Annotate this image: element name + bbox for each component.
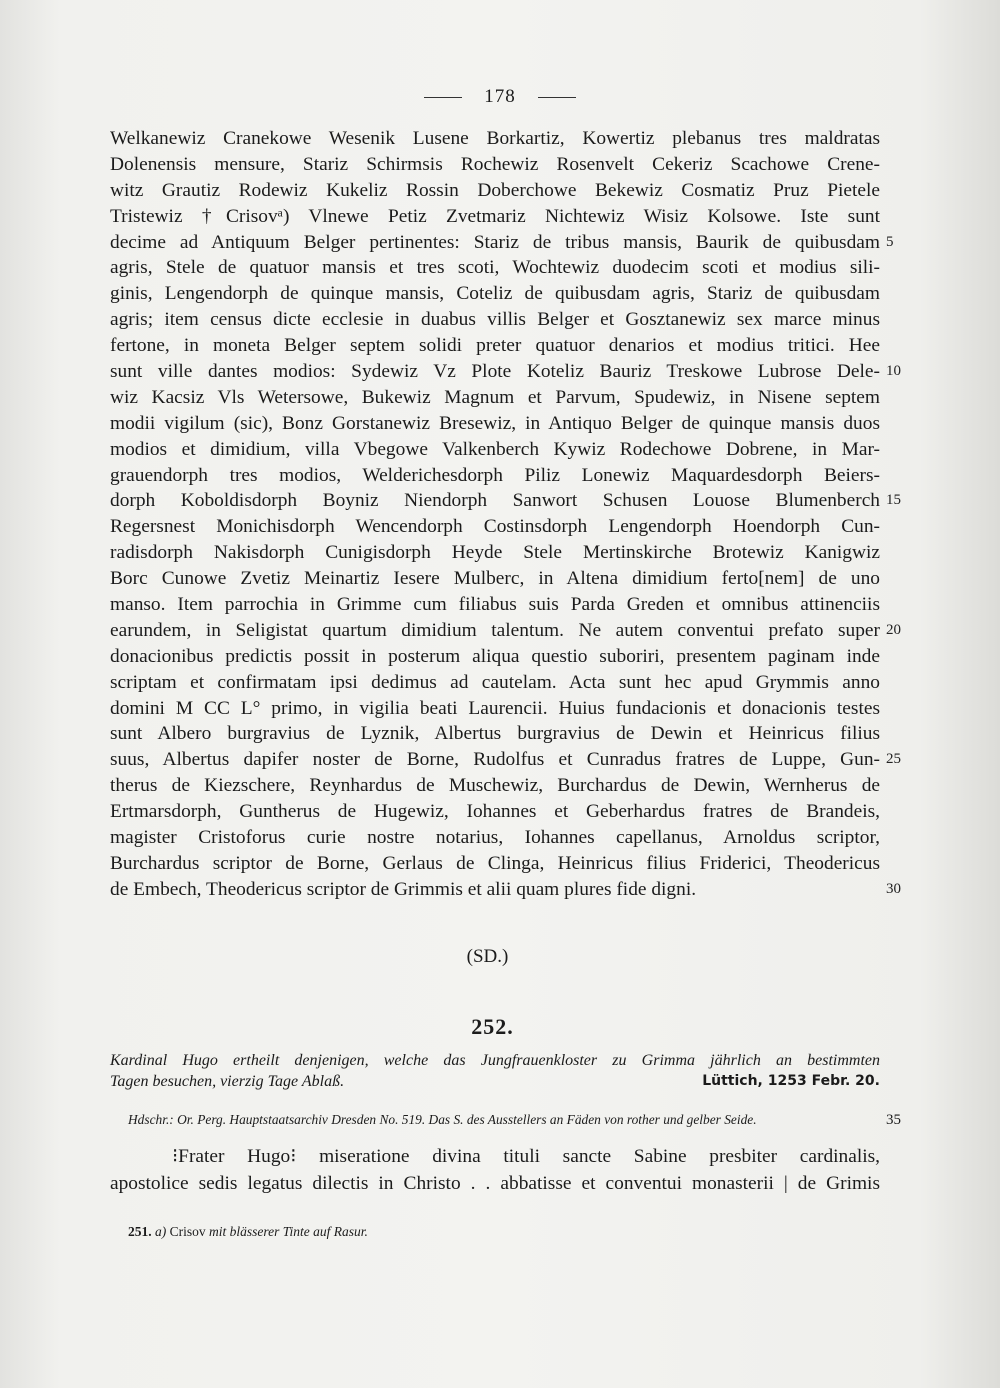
text-line-content: agris; item census dicte ecclesie in duabus villis Belger et Gosztanewiz sex marce minus (110, 309, 880, 331)
text-line (110, 825, 880, 851)
regest-line-1: Kardinal Hugo ertheilt denjenigen, welche das Jungfrauenkloster zu Grimma jährlich an bestimmten (110, 1052, 880, 1069)
text-line-content: manso. Item parrochia in Grimme cum filiabus suis Parda Greden et omnibus attinenciis (110, 594, 880, 616)
text-line-content: sunt ville dantes modios: Sydewiz Vz Plote Koteliz Bauriz Treskowe Lubrose Dele- (110, 361, 880, 383)
text-line (110, 540, 880, 566)
text-line (110, 281, 880, 307)
line-number: 20 (886, 621, 901, 638)
text-line (110, 851, 880, 877)
text-line (110, 644, 880, 670)
text-line (110, 333, 880, 359)
regest-line-2-text: Tagen besuchen, vierzig Tage Ablaß. (110, 1073, 345, 1090)
text-line-content: grauendorph tres modios, Welderichesdorph Piliz Lonewiz Maquardesdorph Beiers- (110, 464, 880, 486)
text-line (110, 411, 880, 437)
line-number: 15 (886, 492, 901, 509)
source-line-number: 35 (886, 1112, 901, 1128)
footnote (128, 1224, 368, 1240)
text-line-content: earundem, in Seligistat quartum dimidium talentum. Ne autem conventui prefato super (110, 619, 880, 641)
text-line (110, 204, 880, 230)
text-line-content: scriptam et confirmatam ipsi dedimus ad cautelam. Acta sunt hec apud Grymmis anno (110, 671, 880, 693)
text-line (110, 696, 880, 722)
page-header (0, 86, 1000, 108)
text-line-content: Dolenensis mensure, Stariz Schirmsis Rochewiz Rosenvelt Cekeriz Scachowe Crene- (110, 153, 880, 175)
text-line-content: therus de Kiezschere, Reynhardus de Muschewiz, Burchardus de Dewin, Wernherus de (110, 775, 880, 797)
text-line (110, 488, 901, 514)
text-line-content: Burchardus scriptor de Borne, Gerlaus de Clinga, Heinricus filius Friderici, Theodericus (110, 852, 880, 874)
line-number: 5 (886, 233, 894, 250)
source-text: Or. Perg. Hauptstaatsarchiv Dresden No. 519. Das S. des Ausstellers an Fäden von rother und gelber Seide. (177, 1112, 757, 1127)
text-line (110, 359, 901, 385)
text-line-content: radisdorph Nakisdorph Cunigisdorph Heyde Stele Mertinskirche Brotewiz Kanigwiz (110, 542, 880, 564)
text-line (110, 747, 901, 773)
text-line (110, 566, 880, 592)
text-line-content: modii vigilum (sic), Bonz Gorstanewiz Bresewiz, in Antiquo Belger de quinque mansis duos (110, 412, 880, 434)
place-date: Lüttich, 1253 Febr. 20. (702, 1073, 880, 1089)
text-line-content: dorph Koboldisdorph Boyniz Niendorph Sanwort Schusen Louose Blumenberch (110, 490, 880, 512)
footnote-note: mit blässerer Tinte auf Rasur. (209, 1224, 368, 1239)
regest-line-2 (110, 1071, 880, 1092)
footnote-marker: a) (155, 1224, 167, 1239)
page-number: 178 (484, 86, 516, 107)
text-line-content: sunt Albero burgravius de Lyznik, Albertus burgravius de Dewin et Heinricus filius (110, 723, 880, 745)
text-line (110, 514, 880, 540)
text-line-content: decime ad Antiquum Belger pertinentes: Stariz de tribus mansis, Baurik de quibusdam (110, 231, 880, 253)
text-line-content: modios et dimidium, villa Vbegowe Valkenberch Kywiz Rodechowe Dobrene, in Mar- (110, 438, 880, 460)
text-line-content: Welkanewiz Cranekowe Wesenik Lusene Borkartiz, Kowertiz plebanus tres maldratas (110, 128, 880, 149)
text-line (110, 618, 901, 644)
seal-note: (SD.) (466, 946, 509, 967)
line-number: 10 (886, 363, 901, 380)
text-line (110, 773, 880, 799)
source-label: Hdschr.: (128, 1112, 174, 1127)
source-note (128, 1112, 880, 1128)
text-line (110, 799, 880, 825)
document-text-line-1: ⁝Frater Hugo⁝ miseratione divina tituli sancte Sabine presbiter cardinalis, (172, 1146, 880, 1167)
document-text (110, 1143, 880, 1197)
text-line (110, 670, 880, 696)
main-text (110, 126, 901, 903)
text-line (110, 463, 880, 489)
regest (110, 1050, 880, 1092)
text-line (110, 255, 880, 281)
header-rule-left (424, 97, 462, 98)
text-line-content: Tristewiz †Crisovᵃ) Vlnewe Petiz Zvetmariz Nichtewiz Wisiz Kolsowe. Iste sunt (110, 205, 880, 227)
text-line (110, 307, 880, 333)
text-line-content: domini M CC L° primo, in vigilia beati Laurencii. Huius fundacionis et donacionis testes (110, 697, 880, 719)
text-line (110, 385, 880, 411)
text-line (110, 592, 880, 618)
text-line-content: ginis, Lengendorph de quinque mansis, Coteliz de quibusdam agris, Stariz de quibusdam (110, 283, 880, 305)
text-line-content: agris, Stele de quatuor mansis et tres scoti, Wochtewiz duodecim scoti et modius sili- (110, 257, 880, 279)
text-line-content: fertone, in moneta Belger septem solidi preter quatuor denarios et modius tritici. Hee (110, 335, 880, 357)
text-line (110, 721, 880, 747)
line-number: 30 (886, 880, 901, 897)
header-rule-right (538, 97, 576, 98)
text-line (110, 230, 894, 256)
text-line-content: donacionibus predictis possit in posterum aliqua questio suboriri, presentem paginam inde (110, 645, 880, 667)
text-line-content: wiz Kacsiz Vls Wetersowe, Bukewiz Magnum et Parvum, Spudewiz, in Nisene septem (110, 386, 880, 408)
document-text-line-2: apostolice sedis legatus dilectis in Christo . . abbatisse et conventui monasterii | de Grimis (110, 1173, 880, 1194)
text-line (110, 152, 880, 178)
text-line-content: Borc Cunowe Zvetiz Meinartiz Iesere Mulberc, in Altena dimidium ferto[nem] de uno (110, 568, 880, 590)
text-line (110, 126, 880, 152)
text-line (110, 437, 880, 463)
footnote-number: 251. (128, 1224, 152, 1239)
text-line-content: magister Cristoforus curie nostre notarius, Iohannes capellanus, Arnoldus scriptor, (110, 827, 880, 849)
text-line (110, 178, 880, 204)
footnote-word: Crisov (169, 1224, 206, 1239)
text-line-content: suus, Albertus dapifer noster de Borne, Rudolfus et Cunradus fratres de Luppe, Gun- (110, 749, 880, 771)
text-line-content: de Embech, Theodericus scriptor de Grimmis et alii quam plures fide digni. (110, 878, 697, 900)
line-number: 25 (886, 751, 901, 768)
text-line (110, 877, 901, 903)
document-number: 252. (471, 1014, 514, 1039)
text-line-content: witz Grautiz Rodewiz Kukeliz Rossin Doberchowe Bekewiz Cosmatiz Pruz Pietele (110, 179, 880, 201)
text-line-content: Ertmarsdorph, Guntherus de Hugewiz, Iohannes et Geberhardus fratres de Brandeis, (110, 801, 880, 823)
text-line-content: Regersnest Monichisdorph Wencendorph Costinsdorph Lengendorph Hoendorph Cun- (110, 516, 880, 538)
